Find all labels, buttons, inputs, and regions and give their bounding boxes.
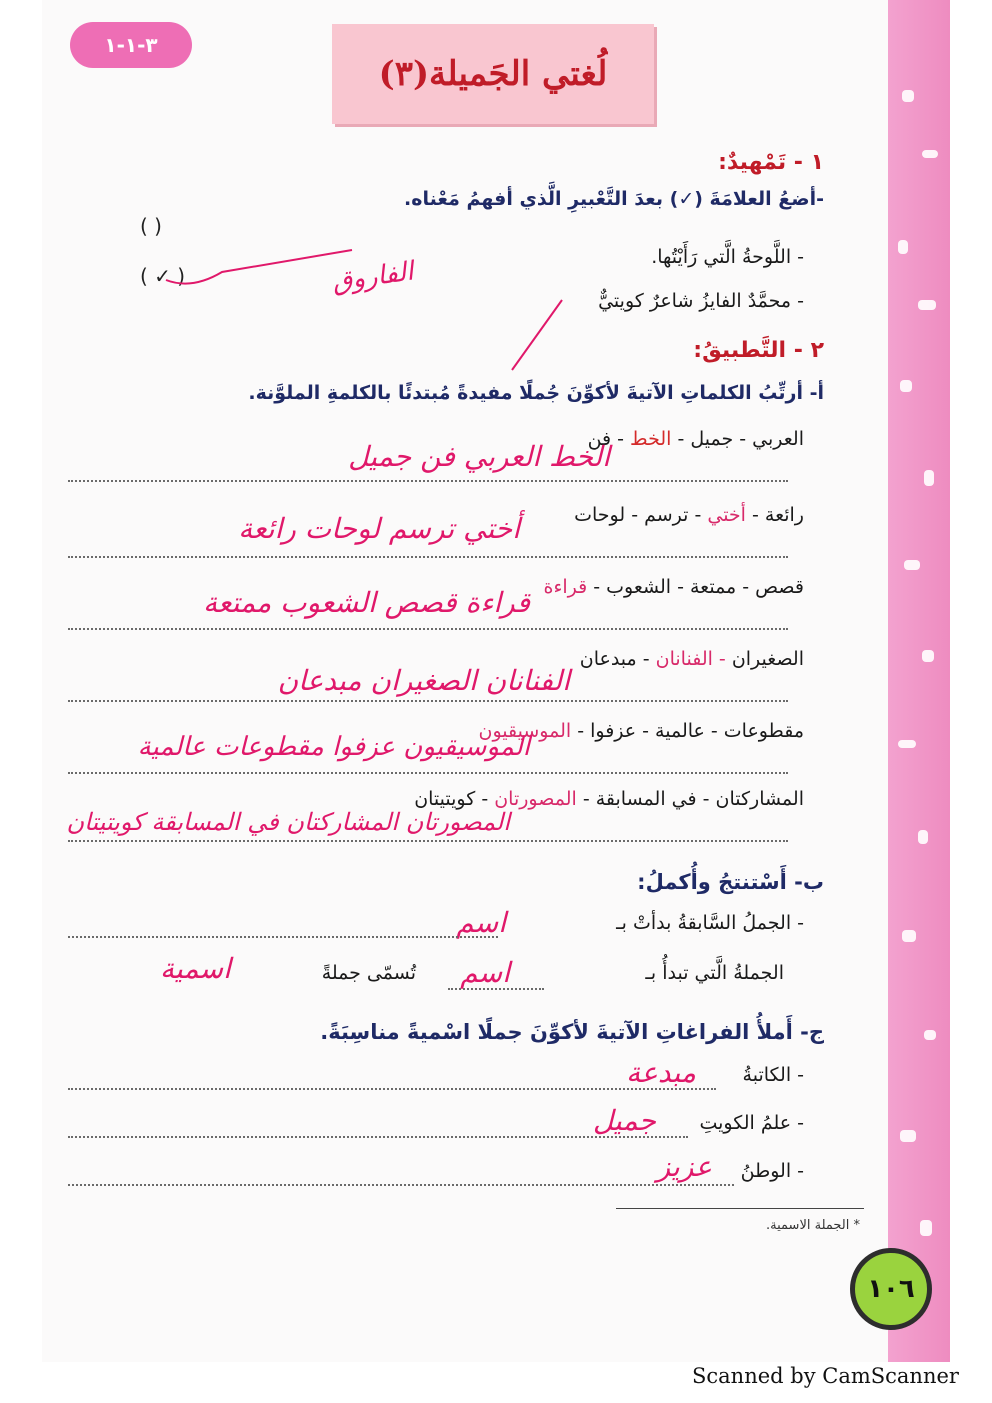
word-row-2 — [574, 504, 804, 526]
answer-line-5 — [68, 772, 788, 774]
word: - مبدعان — [579, 648, 656, 670]
colored-word: المصورتان — [494, 788, 577, 810]
answer-line-c1 — [68, 1088, 716, 1090]
part-b-answer1: اسم — [456, 906, 506, 939]
part-c-answer-3: عزيز — [656, 1150, 712, 1183]
part-c-answer-2: جميل — [592, 1104, 656, 1137]
colored-word: قراءة — [543, 576, 588, 598]
word: العربي — [752, 428, 804, 450]
answer-line-b2a — [448, 988, 544, 990]
colored-word: الفنانان — [655, 648, 713, 670]
answer-row-3: قراءة قصص الشعوب ممتعة — [203, 586, 530, 619]
word-row-3 — [543, 576, 804, 598]
answer-row-5: الموسيقيون عزفوا مقطوعات عالمية — [137, 732, 530, 762]
page-number: ١٠٦ — [867, 1274, 915, 1304]
decorative-sidebar — [888, 0, 950, 1362]
section2-heading: ٢ - التَّطبيقُ: — [693, 338, 824, 363]
page-title: لُغتي الجَميلة(٣) — [378, 54, 608, 94]
word: - فن — [587, 428, 631, 450]
worksheet-page — [42, 0, 950, 1362]
word: المشاركتان — [715, 788, 804, 810]
footnote: * الجملة الاسمية. — [766, 1218, 860, 1233]
section1-instruction: -أضعُ العلامَةَ (✓) بعدَ التَّعْبيرِ الَّذي أفهمُ مَعْناه. — [404, 188, 824, 210]
answer-row-2: أختي ترسم لوحات رائعة — [238, 512, 520, 545]
word: - جميل - — [671, 428, 753, 450]
word: - — [571, 720, 591, 742]
answer-line-1 — [68, 480, 788, 482]
page-number-badge — [850, 1248, 932, 1330]
colored-word: الخط — [630, 428, 672, 450]
answer-row-6: المصورتان المشاركتان في المسابقة كويتيتان — [66, 808, 510, 836]
title-box — [332, 24, 654, 124]
word-row-1 — [588, 428, 804, 450]
answer-line-2 — [68, 556, 788, 558]
answer-parens-2: ( ✓ ) — [140, 264, 186, 288]
word: - — [587, 576, 607, 598]
word-row-6 — [414, 788, 804, 810]
word-row-4 — [580, 648, 804, 670]
word: - في المسابقة - — [576, 788, 716, 810]
section1-item-2: - محمَّدٌ الفايزُ شاعرٌ كويتيٌّ — [598, 290, 804, 312]
footnote-divider — [616, 1208, 864, 1209]
lesson-code-badge: ٣-١-١ — [70, 22, 192, 68]
word: قصص - ممتعة - الشعوب — [606, 576, 804, 598]
part-b-answer2b: اسمية — [160, 952, 231, 985]
word: - كويتيتان — [414, 788, 495, 810]
word: - — [712, 648, 732, 670]
handwritten-check-stroke — [152, 240, 572, 380]
section1-item-1: - اللَّوحةُ الَّتي رَأَيْتُها. — [651, 246, 804, 268]
answer-line-b1 — [68, 936, 498, 938]
answer-line-6 — [68, 840, 788, 842]
colored-word: الموسيقيون — [478, 720, 572, 742]
answer-parens-1: ( ) — [140, 214, 162, 238]
part-b-heading: ب- أَسْتنتجُ وأُكملُ: — [637, 870, 824, 894]
word: - ترسم - لوحات — [574, 504, 708, 526]
part-b-answer2a: اسم — [460, 956, 510, 989]
answer-line-c3 — [68, 1184, 734, 1186]
part-c-item-2: - علمُ الكويتِ — [699, 1112, 804, 1134]
scanner-watermark: Scanned by CamScanner — [692, 1364, 959, 1388]
handwritten-note: الفاروق — [330, 256, 416, 298]
part-b-line2a: الجملةُ الَّتي تبدأُ بـ — [645, 962, 784, 984]
answer-row-4: الفنانان الصغيران مبدعان — [277, 664, 570, 697]
colored-word: أختي — [707, 504, 746, 526]
word: مقطوعات - عالمية - عزفوا — [590, 720, 804, 742]
part-c-heading: ج- أَملأُ الفراغاتِ الآتيةَ لأكوِّنَ جملًا اسْميةً مناسِبَةً. — [320, 1020, 824, 1044]
answer-line-3 — [68, 628, 788, 630]
section1-heading: ١ - تَمْهيدٌ: — [718, 150, 824, 175]
part-b-line1: - الجملُ السَّابقةُ بدأتْ بـ — [616, 912, 804, 934]
part-c-item-3: - الوطنُ — [740, 1160, 804, 1182]
part-b-line2b: تُسمّى جملةً — [321, 962, 416, 984]
part-c-answer-1: مبدعة — [626, 1056, 696, 1089]
word: - — [745, 504, 765, 526]
word: الصغيران — [731, 648, 804, 670]
part-c-item-1: - الكاتبةُ — [742, 1064, 804, 1086]
answer-line-4 — [68, 700, 788, 702]
answer-line-c2 — [68, 1136, 688, 1138]
answer-row-1: الخط العربي فن جميل — [348, 440, 610, 473]
word: رائعة — [764, 504, 804, 526]
part-a-instruction: أ- أرتِّبُ الكلماتِ الآتيةَ لأكوِّنَ جُملًا مفيدةً مُبتدئًا بالكلمةِ الملوَّنة. — [248, 382, 824, 404]
